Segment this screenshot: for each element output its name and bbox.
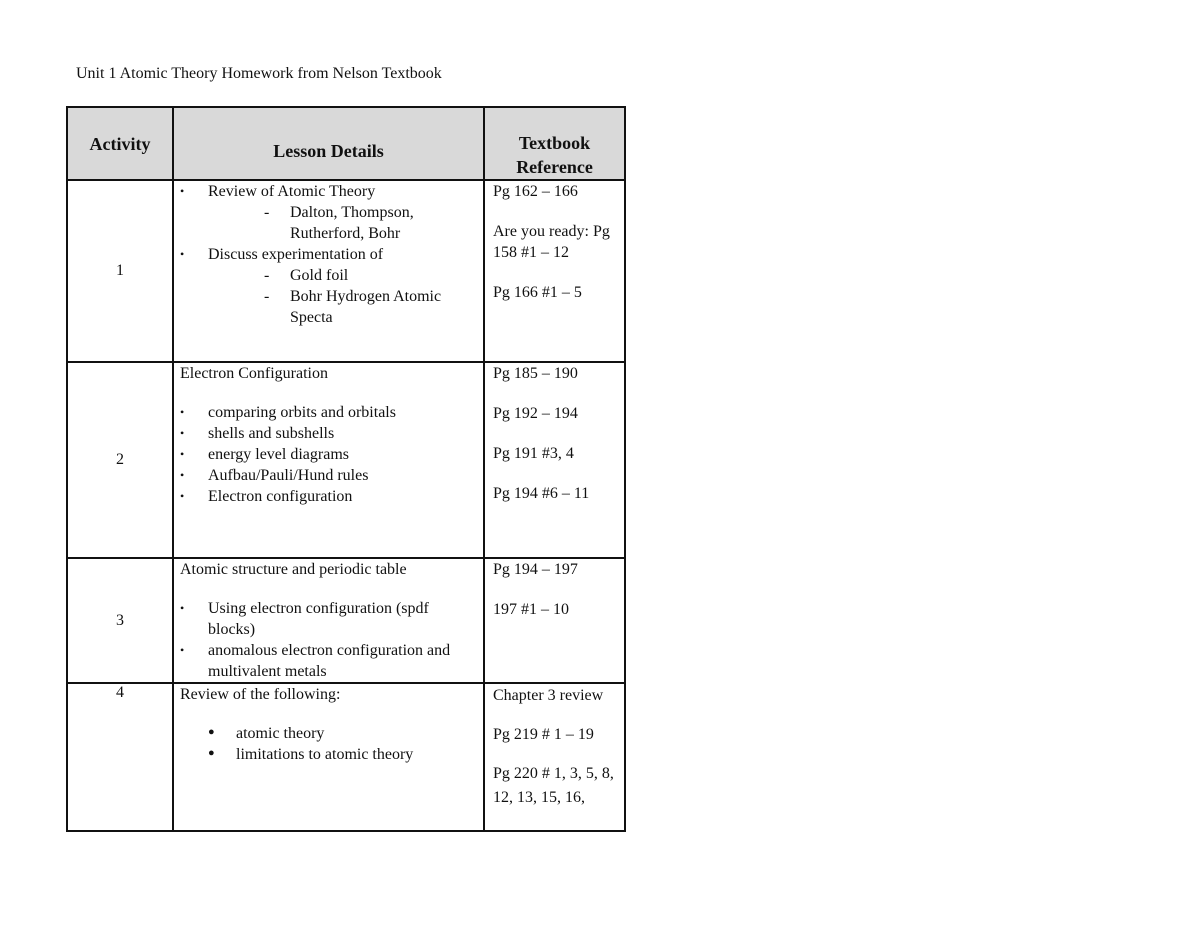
reference-entry: Pg 194 #6 – 11 xyxy=(493,485,590,502)
list-item: - Bohr Hydrogen Atomic Specta xyxy=(180,286,477,328)
reference-entry: Pg 192 – 194 xyxy=(493,405,578,422)
reference-entry: Are you ready: Pg 158 #1 – 12 xyxy=(493,223,610,261)
list-item: • Aufbau/Pauli/Hund rules xyxy=(180,465,477,486)
header-activity xyxy=(67,107,173,180)
table-row xyxy=(67,362,625,558)
homework-table xyxy=(66,106,626,832)
list-item: ● limitations to atomic theory xyxy=(180,744,477,765)
reference-entry: Pg 220 # 1, 3, 5, 8, 12, 13, 15, 16, xyxy=(493,765,614,806)
textbook-reference xyxy=(484,558,625,683)
activity-number: 2 xyxy=(67,362,173,558)
lesson-heading: Electron Configuration xyxy=(180,365,328,382)
reference-entry: Pg 191 #3, 4 xyxy=(493,445,574,462)
activity-number: 3 xyxy=(67,558,173,683)
list-item: • Discuss experimentation of xyxy=(180,244,477,265)
reference-entry: Pg 162 – 166 xyxy=(493,183,578,200)
list-item: • shells and subshells xyxy=(180,423,477,444)
document-title: Unit 1 Atomic Theory Homework from Nelson Textbook xyxy=(76,65,442,82)
list-item: - Dalton, Thompson, Rutherford, Bohr xyxy=(180,202,477,244)
lesson-heading: Atomic structure and periodic table xyxy=(180,561,407,578)
reference-entry: Pg 185 – 190 xyxy=(493,365,578,382)
list-item: • anomalous electron configuration and multivalent metals xyxy=(180,640,477,682)
list-item: - Gold foil xyxy=(180,265,477,286)
reference-entry: Pg 219 # 1 – 19 xyxy=(493,726,594,743)
lesson-heading: Review of the following: xyxy=(180,686,341,703)
header-lesson-details xyxy=(173,107,484,180)
table-row xyxy=(67,683,625,831)
header-reference-line1: Textbook xyxy=(518,133,591,153)
table-header-row xyxy=(67,107,625,180)
lesson-details xyxy=(173,180,484,362)
list-item: • comparing orbits and orbitals xyxy=(180,402,477,423)
list-item: • Review of Atomic Theory xyxy=(180,181,477,202)
textbook-reference xyxy=(484,180,625,362)
header-textbook-reference xyxy=(484,107,625,180)
lesson-details xyxy=(173,362,484,558)
lesson-details xyxy=(173,558,484,683)
header-reference-line2: Reference xyxy=(516,157,593,177)
textbook-reference xyxy=(484,683,625,831)
header-activity-label: Activity xyxy=(89,133,151,154)
reference-entry: 197 #1 – 10 xyxy=(493,601,569,618)
reference-entry: Chapter 3 review xyxy=(493,687,604,704)
reference-entry: Pg 194 – 197 xyxy=(493,561,578,578)
activity-number: 1 xyxy=(67,180,173,362)
list-item: • energy level diagrams xyxy=(180,444,477,465)
list-item: ● atomic theory xyxy=(180,723,477,744)
header-lesson-label: Lesson Details xyxy=(273,140,384,161)
reference-entry: Pg 166 #1 – 5 xyxy=(493,284,582,301)
table-row xyxy=(67,180,625,362)
lesson-details xyxy=(173,683,484,831)
list-item: • Using electron configuration (spdf blocks) xyxy=(180,598,477,640)
activity-number: 4 xyxy=(67,683,173,831)
table-row xyxy=(67,558,625,683)
textbook-reference xyxy=(484,362,625,558)
list-item: • Electron configuration xyxy=(180,486,477,507)
